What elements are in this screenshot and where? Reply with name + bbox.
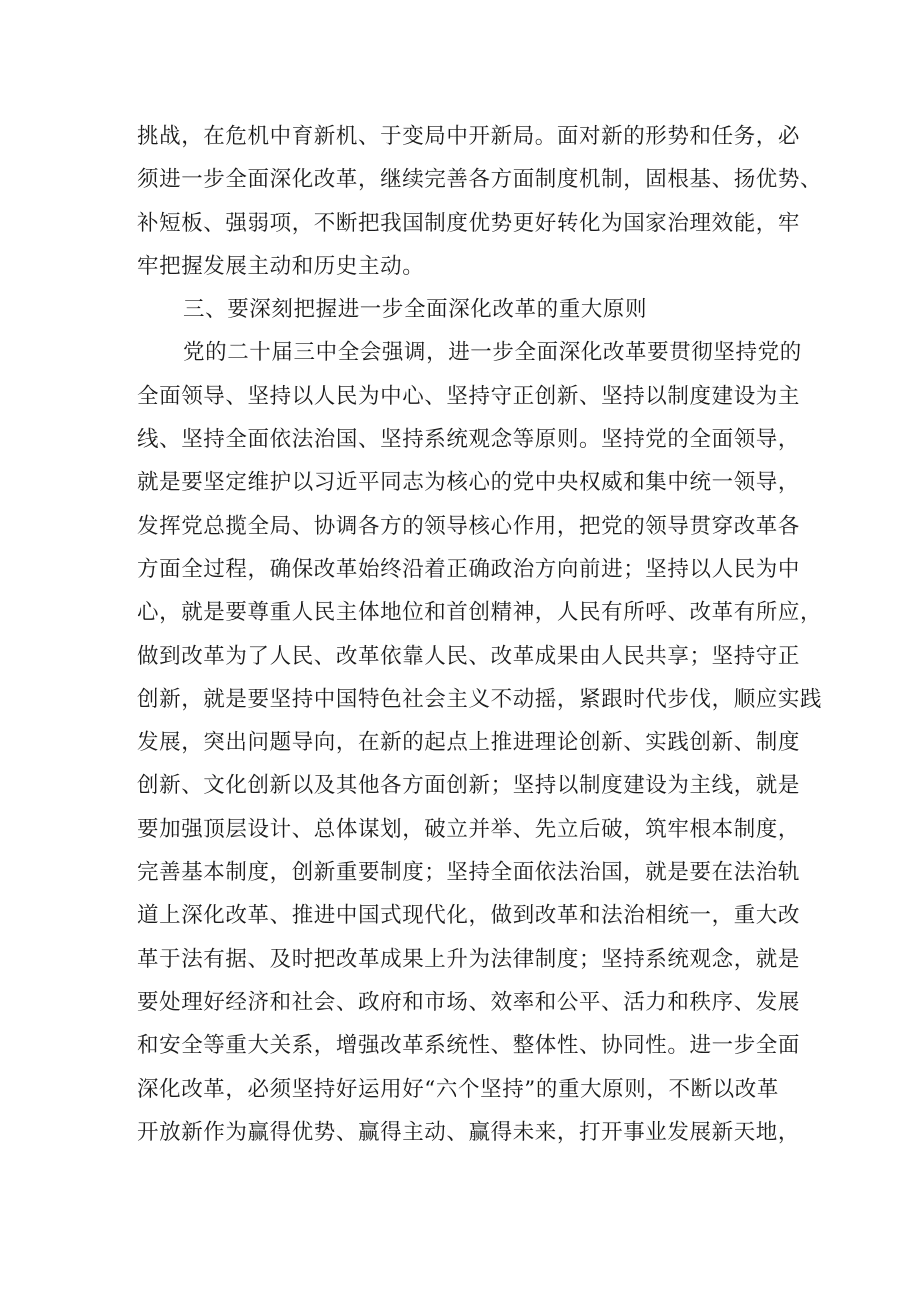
- paragraph-first-line: 党的二十届三中全会强调，进一步全面深化改革要贯彻坚持党的: [183, 340, 802, 366]
- text-line: 线、坚持全面依法治国、坚持系统观念等原则。坚持党的全面领导，: [137, 427, 801, 453]
- text-line: 创新，就是要坚持中国特色社会主义不动摇，紧跟时代步伐，顺应实践: [137, 686, 823, 712]
- text-line: 做到改革为了人民、改革依靠人民、改革成果由人民共享；坚持守正: [137, 643, 801, 669]
- body-text: [137, 115, 823, 1154]
- section-heading: 三、要深刻把握进一步全面深化改革的重大原则: [183, 297, 648, 323]
- text-line: 全面领导、坚持以人民为中心、坚持守正创新、坚持以制度建设为主: [137, 383, 801, 409]
- text-line: 发挥党总揽全局、协调各方的领导核心作用，把党的领导贯穿改革各: [137, 513, 801, 539]
- text-line: 心，就是要尊重人民主体地位和首创精神，人民有所呼、改革有所应，: [137, 600, 823, 626]
- text-line: 就是要坚定维护以习近平同志为核心的党中央权威和集中统一领导，: [137, 470, 801, 496]
- text-line: 要处理好经济和社会、政府和市场、效率和公平、活力和秩序、发展: [137, 989, 801, 1015]
- text-line: 须进一步全面深化改革，继续完善各方面制度机制，固根基、扬优势、: [137, 167, 823, 193]
- text-line: 和安全等重大关系，增强改革系统性、整体性、协同性。进一步全面: [137, 1033, 801, 1059]
- text-line: 牢把握发展主动和历史主动。: [137, 253, 425, 279]
- text-line: 创新、文化创新以及其他各方面创新；坚持以制度建设为主线，就是: [137, 773, 801, 799]
- text-line: 要加强顶层设计、总体谋划，破立并举、先立后破，筑牢根本制度，: [137, 816, 801, 842]
- text-line: 道上深化改革、推进中国式现代化，做到改革和法治相统一，重大改: [137, 903, 801, 929]
- text-line: 发展，突出问题导向，在新的起点上推进理论创新、实践创新、制度: [137, 730, 801, 756]
- text-line: 革于法有据、及时把改革成果上升为法律制度；坚持系统观念，就是: [137, 946, 801, 972]
- text-line: 开放新作为赢得优势、赢得主动、赢得未来，打开事业发展新天地，: [137, 1119, 801, 1145]
- text-line: 补短板、强弱项，不断把我国制度优势更好转化为国家治理效能，牢: [137, 210, 801, 236]
- text-line: 完善基本制度，创新重要制度；坚持全面依法治国，就是要在法治轨: [137, 860, 801, 886]
- text-line: 方面全过程，确保改革始终沿着正确政治方向前进；坚持以人民为中: [137, 556, 801, 582]
- text-line: 深化改革，必须坚持好运用好“六个坚持”的重大原则，不断以改革: [137, 1076, 779, 1102]
- text-line: 挑战，在危机中育新机、于变局中开新局。面对新的形势和任务，必: [137, 124, 801, 149]
